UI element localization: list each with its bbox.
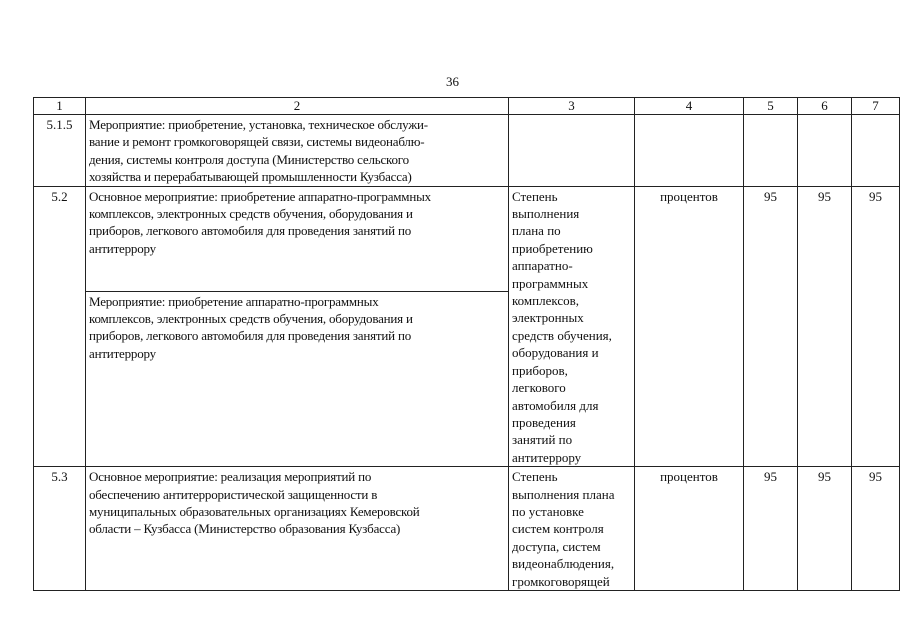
measure-description: Мероприятие: приобретение, установка, техническое обслужи- вание и ремонт громкоговорящей связи, системы видеонаблю- дения, системы контроля доступа (Министерство сельского хозяйства и перерабатывающей промышленности Кузбасса) bbox=[86, 115, 509, 187]
row-number: 5.2 bbox=[34, 186, 86, 467]
value-cell: 95 bbox=[744, 467, 798, 591]
value-cell: 95 bbox=[852, 186, 900, 467]
header-cell: 3 bbox=[509, 98, 635, 115]
value-cell bbox=[798, 115, 852, 187]
value-cell: 95 bbox=[852, 467, 900, 591]
row-number: 5.3 bbox=[34, 467, 86, 591]
unit-cell bbox=[635, 115, 744, 187]
page-number: 36 bbox=[446, 74, 459, 89]
program-indicators-table bbox=[33, 97, 900, 591]
table-row bbox=[34, 467, 900, 591]
measure-description: Основное мероприятие: приобретение аппаратно-программных комплексов, электронных средств обучения, оборудования и приборов, легкового автомобиля для проведения занятий по антитеррору bbox=[86, 186, 509, 291]
table-header-row bbox=[34, 98, 900, 115]
header-cell: 5 bbox=[744, 98, 798, 115]
indicator-description: Степень выполнения плана по установке систем контроля доступа, систем видеонаблюдения, громкоговорящей bbox=[509, 467, 635, 591]
value-cell: 95 bbox=[744, 186, 798, 467]
header-cell: 4 bbox=[635, 98, 744, 115]
row-number: 5.1.5 bbox=[34, 115, 86, 187]
measure-description: Основное мероприятие: реализация мероприятий по обеспечению антитеррористической защищенности в муниципальных образовательных организациях Кемеровской области – Кузбасса (Министерство образования Кузбасса) bbox=[86, 467, 509, 591]
indicator-description: Степень выполнения плана по приобретению аппаратно- программных комплексов, электронных средств обучения, оборудования и приборов, легкового автомобиля для проведения занятий по антитеррору bbox=[509, 186, 635, 467]
unit-cell: процентов bbox=[635, 467, 744, 591]
header-cell: 6 bbox=[798, 98, 852, 115]
table-row bbox=[34, 186, 900, 291]
indicator-cell bbox=[509, 115, 635, 187]
value-cell: 95 bbox=[798, 467, 852, 591]
value-cell bbox=[744, 115, 798, 187]
table-row bbox=[34, 115, 900, 187]
value-cell: 95 bbox=[798, 186, 852, 467]
measure-description: Мероприятие: приобретение аппаратно-программных комплексов, электронных средств обучения, оборудования и приборов, легкового автомобиля для проведения занятий по антитеррору bbox=[86, 291, 509, 467]
header-cell: 2 bbox=[86, 98, 509, 115]
unit-cell: процентов bbox=[635, 186, 744, 467]
header-cell: 1 bbox=[34, 98, 86, 115]
header-cell: 7 bbox=[852, 98, 900, 115]
value-cell bbox=[852, 115, 900, 187]
